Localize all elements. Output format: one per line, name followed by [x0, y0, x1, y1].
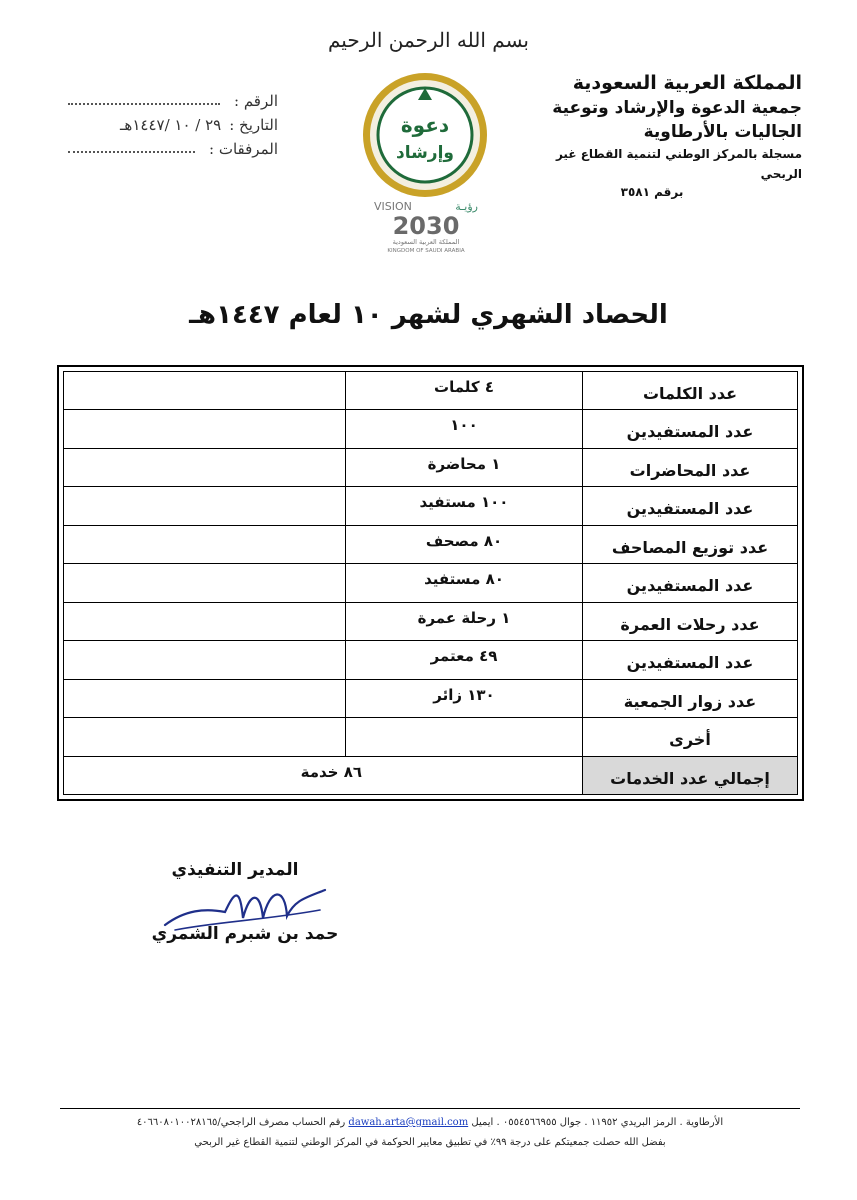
meta-attachments-label: المرفقات :: [209, 140, 278, 158]
meta-number-row: [68, 86, 278, 110]
organization-header: [542, 70, 802, 200]
footer-governance-note: بفضل الله حصلت جمعيتكم على درجة ٩٩٪ في تطبيق معايير الحوكمة في المركز الوطني لتنمية القطاع غير الربحي: [194, 1137, 666, 1148]
vision-arabic: رؤيـة: [455, 200, 478, 213]
row-value: ٨٠ مصحف: [346, 525, 583, 563]
handwritten-signature: [155, 880, 335, 940]
row-empty-cell: [64, 602, 346, 640]
table-row: [64, 410, 798, 448]
footer: [60, 1114, 800, 1154]
row-value: ١٣٠ زائر: [346, 679, 583, 717]
vision-word: VISION: [374, 200, 412, 213]
row-empty-cell: [64, 641, 346, 679]
org-registration-number: برقم ٣٥٨١: [620, 185, 684, 199]
row-value: ١ محاضرة: [346, 448, 583, 486]
row-value: ٤ كلمات: [346, 372, 583, 410]
organization-logo: [360, 70, 490, 200]
table-row: [64, 641, 798, 679]
row-value: ١٠٠ مستفيد: [346, 487, 583, 525]
row-empty-cell: [64, 448, 346, 486]
footer-bank-account: رقم الحساب مصرف الراجحي/٤٠٦٦٠٨٠١٠٠٢٨١٦٥: [136, 1117, 346, 1128]
table-row: [64, 487, 798, 525]
org-registration: مسجلة بالمركز الوطني لتنمية القطاع غير الربحي: [555, 147, 802, 181]
row-empty-cell: [64, 679, 346, 717]
footer-contact-line: [60, 1114, 800, 1132]
row-value: ١٠٠: [346, 410, 583, 448]
vision-2030-logo: [368, 196, 484, 256]
table-row: [64, 564, 798, 602]
org-name-line1: جمعية الدعوة والإرشاد وتوعية: [552, 98, 802, 118]
total-row: [64, 756, 798, 794]
total-value: ٨٦ خدمة: [64, 756, 583, 794]
table-row: [64, 372, 798, 410]
row-empty-cell: [64, 372, 346, 410]
vision-sub-ar: المملكة العربية السعودية: [392, 238, 460, 246]
table-row: [64, 448, 798, 486]
row-empty-cell: [64, 487, 346, 525]
row-label: عدد رحلات العمرة: [583, 602, 798, 640]
table-row: [64, 525, 798, 563]
row-empty-cell: [64, 410, 346, 448]
meta-attachments-row: [68, 134, 278, 158]
row-label: عدد المستفيدين: [583, 487, 798, 525]
meta-date-label: التاريخ :: [229, 116, 278, 134]
row-value: ٤٩ معتمر: [346, 641, 583, 679]
logo-text-top: دعوة: [400, 113, 450, 137]
footer-address: الأرطاوية . الرمز البريدي ١١٩٥٢ . جوال ٠٥٥٤٥٦٦٩٥٥ . ايميل: [471, 1117, 724, 1128]
row-empty-cell: [64, 525, 346, 563]
page-title: الحصاد الشهري لشهر ١٠ لعام ١٤٤٧هـ: [189, 300, 668, 330]
table-row: [64, 718, 798, 756]
row-value: ١ رحلة عمرة: [346, 602, 583, 640]
meta-date-row: [68, 110, 278, 134]
row-empty-cell: [64, 718, 346, 756]
footer-divider: [60, 1108, 800, 1109]
vision-sub-en: KINGDOM OF SAUDI ARABIA: [387, 248, 465, 254]
row-label: عدد المستفيدين: [583, 641, 798, 679]
row-label: عدد المستفيدين: [583, 410, 798, 448]
footer-email-link[interactable]: dawah.arta@gmail.com: [348, 1117, 469, 1128]
basmala: بسم الله الرحمن الرحيم: [327, 28, 529, 52]
row-value: ٨٠ مستفيد: [346, 564, 583, 602]
row-value: [346, 718, 583, 756]
meta-attachments-dots: [68, 151, 195, 153]
row-label: عدد المحاضرات: [583, 448, 798, 486]
signatory-title: المدير التنفيذي: [171, 860, 299, 880]
row-label: عدد المستفيدين: [583, 564, 798, 602]
signatory-name: حمد بن شبرم الشمري: [151, 924, 339, 944]
row-label: عدد زوار الجمعية: [583, 679, 798, 717]
org-name-line2: الجاليات بالأرطاوية: [643, 122, 802, 142]
meta-number-dots: [68, 103, 220, 105]
harvest-table-frame: [57, 365, 804, 801]
harvest-table: [63, 371, 798, 795]
meta-date-value: ٢٩ / ١٠ /١٤٤٧هـ: [120, 116, 222, 134]
vision-year: 2030: [392, 212, 460, 240]
row-label: عدد توزيع المصاحف: [583, 525, 798, 563]
total-label: إجمالي عدد الخدمات: [583, 756, 798, 794]
harvest-table-body: [64, 372, 798, 795]
row-empty-cell: [64, 564, 346, 602]
row-label: أخرى: [583, 718, 798, 756]
document-meta: [68, 86, 278, 158]
meta-number-label: الرقم :: [234, 92, 278, 110]
logo-text-bottom: وإرشاد: [395, 143, 455, 163]
table-row: [64, 602, 798, 640]
row-label: عدد الكلمات: [583, 372, 798, 410]
table-row: [64, 679, 798, 717]
org-country: المملكة العربية السعودية: [572, 72, 802, 94]
